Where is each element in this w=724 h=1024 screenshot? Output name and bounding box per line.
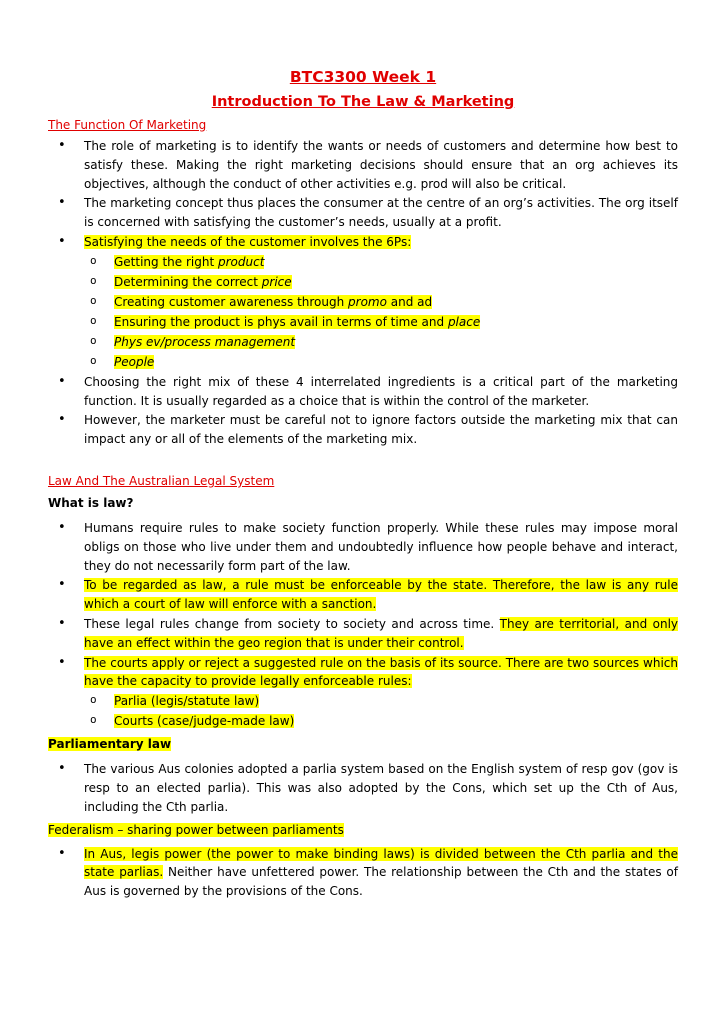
sources-list (84, 691, 678, 731)
sub-text-emphasis: promo (348, 294, 387, 309)
heading-function-of-marketing: The Function Of Marketing (48, 118, 207, 132)
list-item (48, 845, 678, 901)
bullet-text: The courts apply or reject a suggested rule on the basis of its source. (84, 655, 506, 670)
list-item (84, 332, 678, 352)
list-item (48, 654, 678, 732)
list-item (48, 576, 678, 614)
heading-text: Federalism – sharing power between parliaments (48, 822, 344, 837)
sub-text: Courts (case/judge-made law) (114, 714, 295, 729)
bullet-text: Satisfying the needs of the customer involves the 6Ps: (84, 234, 412, 249)
sub-text-emphasis: product (217, 254, 265, 269)
bullet-text: The marketing concept thus places the consumer at the centre of an org’s activities. The org itself is concerned with satisfying the customer’s needs, usually at a profit. (84, 196, 678, 230)
list-item (84, 292, 678, 312)
list-item (84, 352, 678, 372)
list-item (48, 373, 678, 411)
document-subtitle: Introduction To The Law & Marketing (211, 94, 515, 110)
heading-what-is-law: What is law? (48, 495, 134, 510)
sub-text: Ensuring the product is phys avail in terms of time and (114, 314, 448, 329)
list-item (48, 233, 678, 372)
bullet-text: These legal rules change from society to society and across time. (84, 616, 500, 631)
sub-text: Determining the correct (114, 274, 262, 289)
sub-text-emphasis: place (447, 314, 481, 329)
list-item (84, 691, 678, 711)
heading-law-and-legal-system: Law And The Australian Legal System (48, 473, 275, 488)
sub-text-emphasis: People (114, 354, 155, 369)
bullet-text: However, the marketer must be careful not to ignore factors outside the marketing mix that can impact any or all of the elements of the marketing mix. (84, 413, 678, 447)
bullet-text-highlight: There are two sources which have the capacity to provide legally enforceable rules: (84, 655, 678, 689)
heading-text: Parliamentary law (48, 737, 172, 752)
six-ps-list (84, 252, 678, 372)
bullet-text: To be regarded as law, a rule must be enforceable by the state. Therefore, the law is any rule which a court of law will enforce with a sanction. (84, 578, 678, 612)
sub-text-emphasis: Phys ev/process management (114, 334, 296, 349)
list-item (48, 194, 678, 232)
federalism-bullets (48, 845, 678, 901)
list-item (84, 272, 678, 292)
document-page (48, 66, 678, 902)
bullet-text: Choosing the right mix of these 4 interrelated ingredients is a critical part of the marketing function. It is usually regarded as a choice that is within the control of the marketer. (84, 374, 678, 408)
bullet-text: The various Aus colonies adopted a parlia system based on the English system of resp gov (gov is resp to an elected parlia). This was also adopted by the Cons, which set up the Cth of Aus, including the Cth parlia. (84, 762, 678, 814)
bullet-text: Humans require rules to make society function properly. While these rules may impose moral obligs on those who live under them and undoubtedly influence how people behave and interact, they do not necessarily form part of the law. (84, 520, 678, 573)
parliament-bullets (48, 760, 678, 816)
list-item (84, 711, 678, 731)
list-item (48, 615, 678, 653)
list-item (84, 252, 678, 272)
bullet-text-highlight: In Aus, legis power (the power to make binding laws) is divided between the Cth parlia and the state parlias. (84, 846, 678, 880)
bullet-text-highlight: They are territorial, and only have an effect within the geo region that is under their control. (84, 616, 678, 650)
list-item (48, 137, 678, 193)
sub-text: Getting the right (114, 254, 218, 269)
list-item (84, 312, 678, 332)
document-title: BTC3300 Week 1 (289, 68, 437, 86)
sub-text-emphasis: price (261, 274, 292, 289)
list-item (48, 411, 678, 449)
marketing-bullets (48, 137, 678, 449)
list-item (48, 519, 678, 575)
sub-text: and ad (386, 294, 433, 309)
heading-parliamentary-law (48, 735, 678, 753)
heading-federalism (48, 821, 678, 839)
sub-text: Parlia (legis/statute law) (114, 694, 260, 709)
bullet-text: The role of marketing is to identify the wants or needs of customers and determine how best to satisfy these. Making the right marketing decisions should ensure that an org achieves its objectives, although the conduct of other activities e.g. prod will also be critical. (84, 139, 678, 191)
bullet-text: Neither have unfettered power. The relationship between the Cth and the states of Aus is governed by the provisions of the Cons. (84, 865, 678, 899)
sub-text: Creating customer awareness through (114, 294, 349, 309)
law-bullets (48, 519, 678, 731)
list-item (48, 760, 678, 816)
